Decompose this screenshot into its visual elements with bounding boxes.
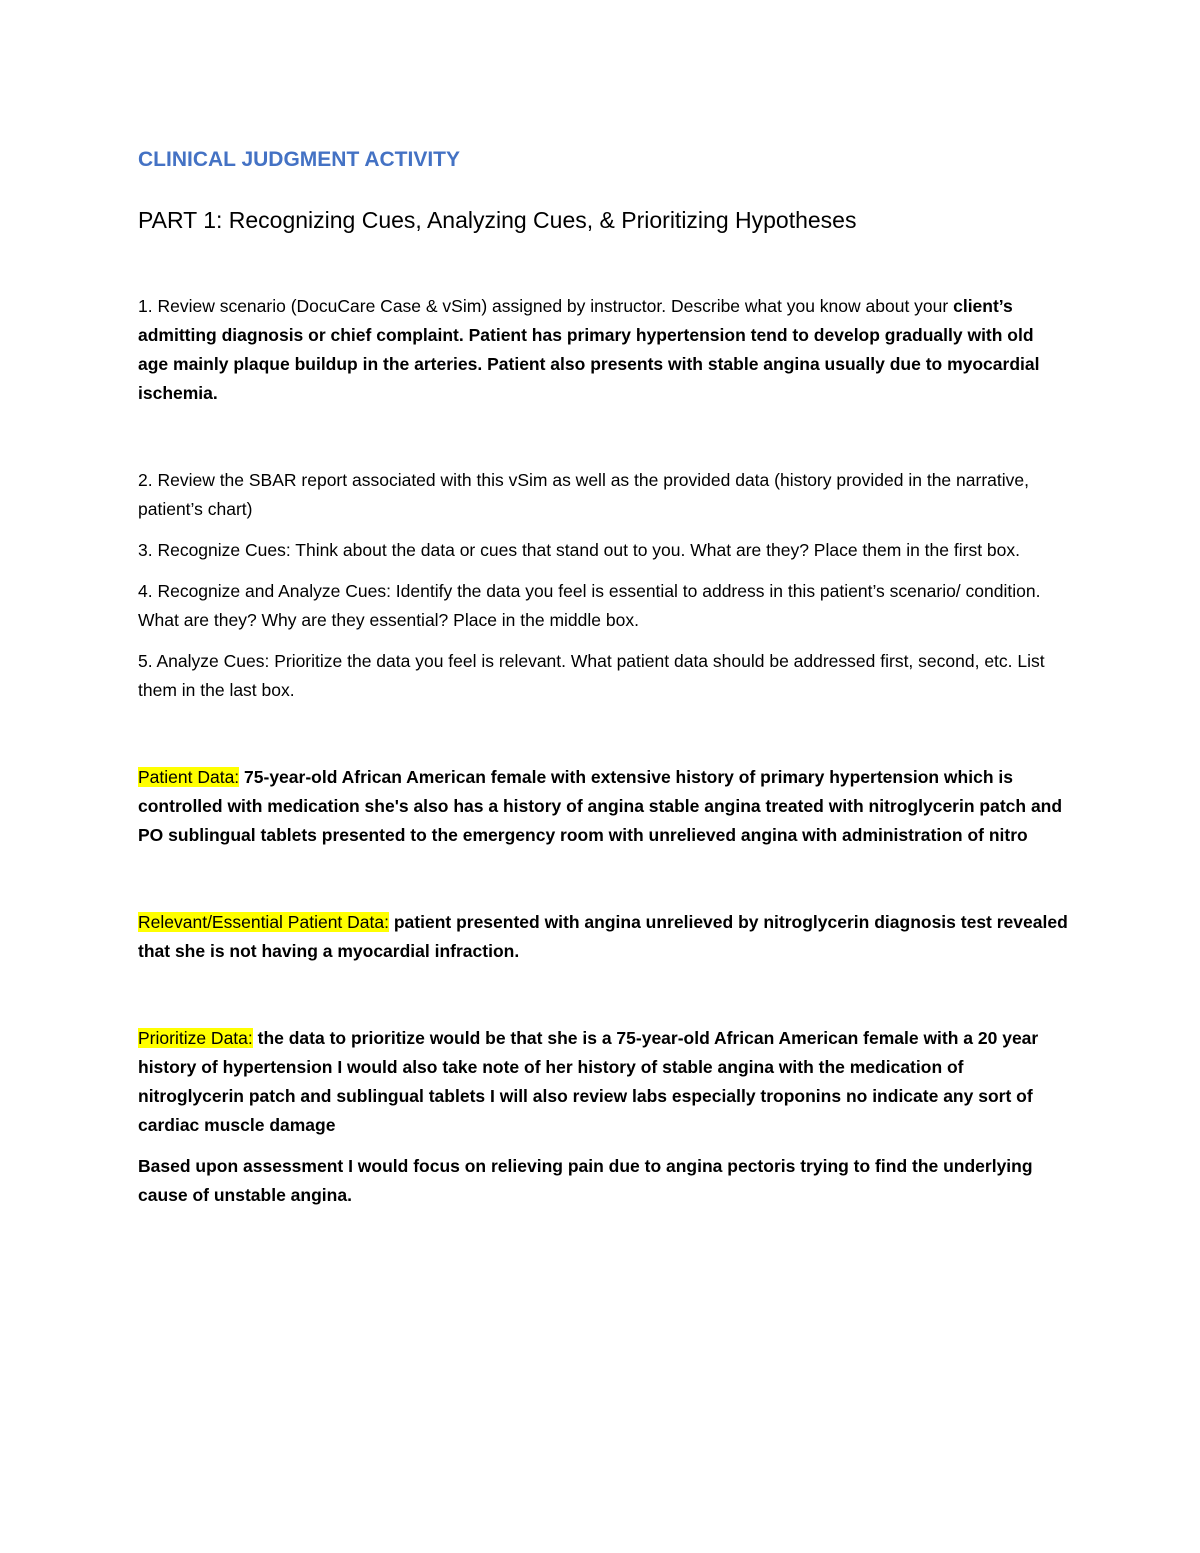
patient-data-text: 75-year-old African American female with extensive history of primary hypertension which is controlled with medication she's also has a history of angina stable angina treated with nitroglycerin patch and PO sublingual tablets presented to the emergency room with unrelieved angina with administration of nitro: [138, 767, 1063, 845]
relevant-data-section: [138, 908, 1068, 966]
question-1-prompt: 1. Review scenario (DocuCare Case & vSim) assigned by instructor. Describe what you know about your: [138, 296, 954, 316]
patient-data-section: [138, 763, 1068, 850]
document-page: [138, 140, 1068, 1210]
part-heading: PART 1: Recognizing Cues, Analyzing Cues, & Prioritizing Hypotheses: [138, 207, 857, 233]
assessment-paragraph: Based upon assessment I would focus on relieving pain due to angina pectoris trying to find the underlying cause of unstable angina.: [138, 1156, 1033, 1205]
question-1: [138, 292, 1068, 408]
relevant-data-label: Relevant/Essential Patient Data:: [138, 912, 389, 932]
question-1-answer: Patient has primary hypertension tend to develop gradually with old age mainly plaque buildup in the arteries. Patient also presents with stable angina usually due to myocardial ischemia.: [138, 325, 1040, 403]
relevant-data-text: patient presented with angina unrelieved by nitroglycerin diagnosis test revealed that she is not having a myocardial infraction.: [138, 912, 1068, 961]
question-2: 2. Review the SBAR report associated with this vSim as well as the provided data (history provided in the narrative, patient’s chart): [138, 470, 1029, 519]
prioritize-data-label: Prioritize Data:: [138, 1028, 253, 1048]
patient-data-label: Patient Data:: [138, 767, 240, 787]
question-3: 3. Recognize Cues: Think about the data or cues that stand out to you. What are they? Place them in the first box.: [138, 540, 1020, 560]
document-title: CLINICAL JUDGMENT ACTIVITY: [138, 148, 461, 171]
prioritize-data-section: [138, 1024, 1068, 1140]
question-1-prompt-bold: client’s admitting diagnosis or chief complaint.: [138, 296, 1013, 345]
prioritize-data-text: the data to prioritize would be that she is a 75-year-old African American female with a 20 year history of hypertension I would also take note of her history of stable angina with the medication of nitroglycerin patch and sublingual tablets I will also review labs especially troponins no indicate any sort of cardiac muscle damage: [138, 1028, 1039, 1135]
question-4: 4. Recognize and Analyze Cues: Identify the data you feel is essential to address in this patient’s scenario/ condition. What are they? Why are they essential? Place in the middle box.: [138, 581, 1041, 630]
question-5: 5. Analyze Cues: Prioritize the data you feel is relevant. What patient data should be addressed first, second, etc. List them in the last box.: [138, 651, 1045, 700]
